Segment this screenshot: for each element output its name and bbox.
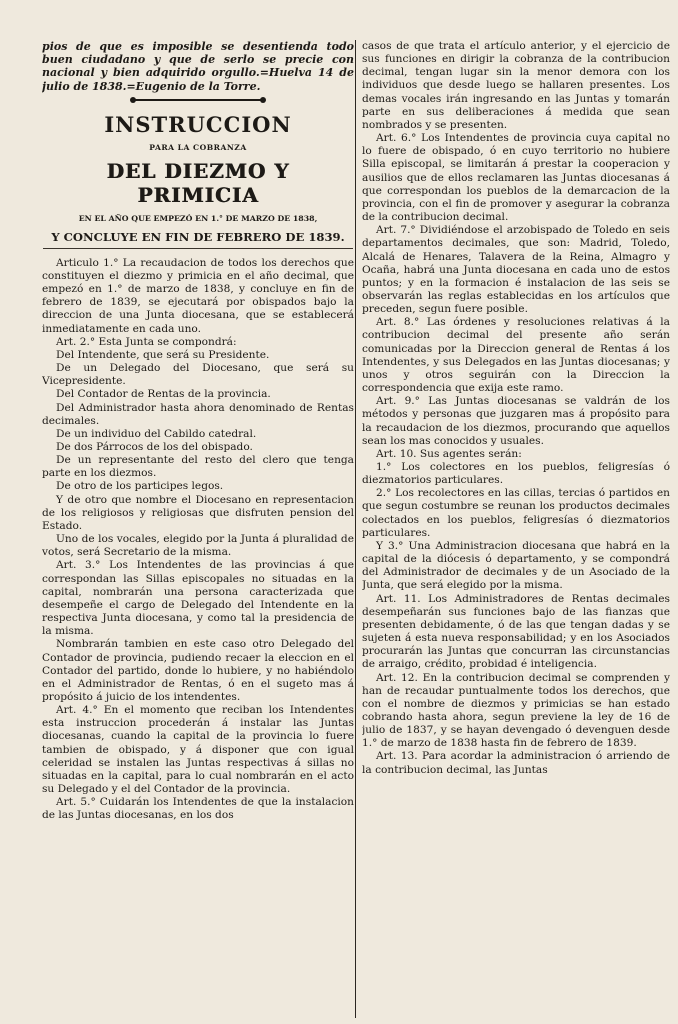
article-4: Art. 4.° En el momento que reciban los Intendentes esta instruccion procederán á instalar las Juntas diocesanas, cuando la capital de la provincia lo fuere tambien de obispado, y á disponer que con igual celeridad se instalen las Juntas respectivas á sillas no situadas en la capital, para lo cual nombrarán en el acto su Delegado y el del Contador de la provincia.: [42, 704, 354, 796]
subtitle-small: PARA LA COBRANZA: [149, 142, 247, 152]
intro-text: pios de que es imposible se desentienda todo buen ciudadano y que de serlo se precie con nacional y bien adquirido orgullo.=Huelva 14 de julio de 1838.=Eugenio de la Torre.: [42, 40, 354, 93]
list-item: De un individuo del Cabildo catedral.: [56, 427, 257, 440]
article-9: Art. 9.° Las Juntas diocesanas se valdrán de los métodos y personas que juzgaren mas á propósito para la recaudacion de los diezmos, procurando que aquellos sean los mas conocidos y usuales.: [362, 395, 670, 447]
article-6: Art. 6.° Los Intendentes de provincia cuya capital no lo fuere de obispado, ó en cuyo territorio no hubiere Silla episcopal, se limitarán á prestar la cooperacion y ausilios que de ellos reclamaren las Juntas diocesanas á que correspondan los pueblos de la demarcacion de la provincia, con el fin de promover y asegurar la cobranza de la contribucion decimal.: [362, 132, 670, 224]
left-column: [42, 40, 354, 1014]
article-3: Art. 3.° Los Intendentes de las provincias á que correspondan las Sillas episcopales no situadas en la capital, nombrarán una persona caracterizada que desempeñe el cargo de Delegado del Intendente en la respectiva Junta diocesana, y como tal la presidencia de la misma.: [42, 559, 354, 638]
article-5-cont: casos de que trata el artículo anterior, y el ejercicio de sus funciones en dirigir la cobranza de la contribucion decimal, tengan lugar sin la menor demora con los individuos que desde luego se hallaren presentes. Los demas vocales irán ingresando en las Juntas y tomarán parte en sus deliberaciones á medida que sean nombrados y se presenten.: [362, 40, 670, 131]
list-item: Del Administrador hasta ahora denominado de Rentas decimales.: [42, 401, 354, 427]
list-item: 1.° Los colectores en los pueblos, feligresías ó diezmatorios particulares.: [362, 461, 670, 487]
list-item: Y 3.° Una Administracion diocesana que habrá en la capital de la diócesis ó departamento, y se compondrá del Administrador de decimales y de un Asociado de la Junta, que será elegido por la misma.: [362, 539, 670, 592]
list-item: De dos Párrocos de los del obispado.: [56, 441, 253, 453]
article-7: Art. 7.° Dividiéndose el arzobispado de Toledo en seis departamentos decimales, que son: Madrid, Toledo, Alcalá de Henares, Talavera de la Reina, Almagro y Ocaña, habrá una Junta diocesana en cada uno de estos puntos; y en la formacion é instalacion de las seis se observarán las reglas establecidas en los artículos que preceden, segun fuere posible.: [362, 224, 670, 316]
article-12: Art. 12. En la contribucion decimal se comprenden y han de recaudar puntualmente todos los derechos, que con el nombre de diezmos y primicias se han estado cobrando hasta ahora, segun previene la ley de 16 de julio de 1837, y se hayan devengado ó devenguen desde 1.° de marzo de 1838 hasta fin de febrero de 1839.: [362, 671, 670, 750]
article-8: Art. 8.° Las órdenes y resoluciones relativas á la contribucion decimal del presente año serán comunicadas por la Direccion general de Rentas á los Intendentes, y sus Delegados en las Juntas diocesanas; y unos y otros seguirán con la Direccion la correspondencia que exija este ramo.: [362, 316, 670, 395]
article-10: Art. 10. Sus agentes serán:: [376, 447, 522, 460]
list-item: De un representante del resto del clero que tenga parte en los diezmos.: [42, 454, 354, 480]
list-item: Del Intendente, que será su Presidente.: [56, 348, 270, 361]
subtitle-year: EN EL AÑO QUE EMPEZÓ EN 1.° DE MARZO DE 1838,: [78, 213, 318, 223]
article-11: Art. 11. Los Administradores de Rentas decimales desempeñarán sus funciones bajo de las fianzas que presenten debidamente, ó de las que tengan dadas y se sujeten á esta nueva responsabilidad; y en los Asociados procurarán las Juntas que concurran las circunstancias de arraigo, crédito, probidad é inteligencia.: [362, 592, 670, 671]
list-item: Y de otro que nombre el Diocesano en representacion de los religiosos y religiosas que disfruten pension del Estado.: [42, 493, 354, 532]
article-13: Art. 13. Para acordar la administracion ó arriendo de la contribucion decimal, las Juntas: [362, 750, 670, 776]
divider-rule: [43, 248, 353, 249]
list-item: Uno de los vocales, elegido por la Junta á pluralidad de votos, será Secretario de la misma.: [42, 533, 354, 559]
list-item: 2.° Los recolectores en las cillas, tercias ó partidos en que segun costumbre se reunan los productos decimales colectados en los pueblos, feligresías ó diezmatorios particulares.: [362, 487, 670, 539]
subtitle-gothic: DEL DIEZMO Y PRIMICIA: [106, 158, 290, 207]
list-item: De otro de los participes legos.: [56, 480, 224, 493]
column-divider: [355, 40, 356, 1018]
list-item: De un Delegado del Diocesano, que será su Vicepresidente.: [42, 362, 354, 388]
article-5: Art. 5.° Cuidarán los Intendentes de que la instalacion de las Juntas diocesanas, en los dos: [42, 796, 354, 822]
right-column: [362, 40, 670, 1014]
instruction-title: INSTRUCCION: [104, 111, 292, 137]
article-3-cont: Nombrarán tambien en este caso otro Delegado del Contador de provincia, pudiendo recaer la eleccion en el Contador del partido, donde lo hubiere, y no habiéndolo en el Administrador de Rentas, ó en el sugeto mas á propósito á juicio de los intendentes.: [42, 638, 354, 703]
ornamental-rule: [134, 99, 262, 101]
article-2: Art. 2.° Esta Junta se compondrá:: [56, 335, 237, 348]
article-1: Articulo 1.° La recaudacion de todos los derechos que constituyen el diezmo y primicia en el año decimal, que empezó en 1.° de marzo de 1838, y concluye en fin de febrero de 1839, se ejecutará por obispados bajo la direccion de una Junta diocesana, que se establecerá inmediatamente en cada uno.: [42, 256, 354, 335]
subtitle-end: Y CONCLUYE EN FIN DE FEBRERO DE 1839.: [51, 229, 345, 244]
list-item: Del Contador de Rentas de la provincia.: [56, 388, 271, 401]
